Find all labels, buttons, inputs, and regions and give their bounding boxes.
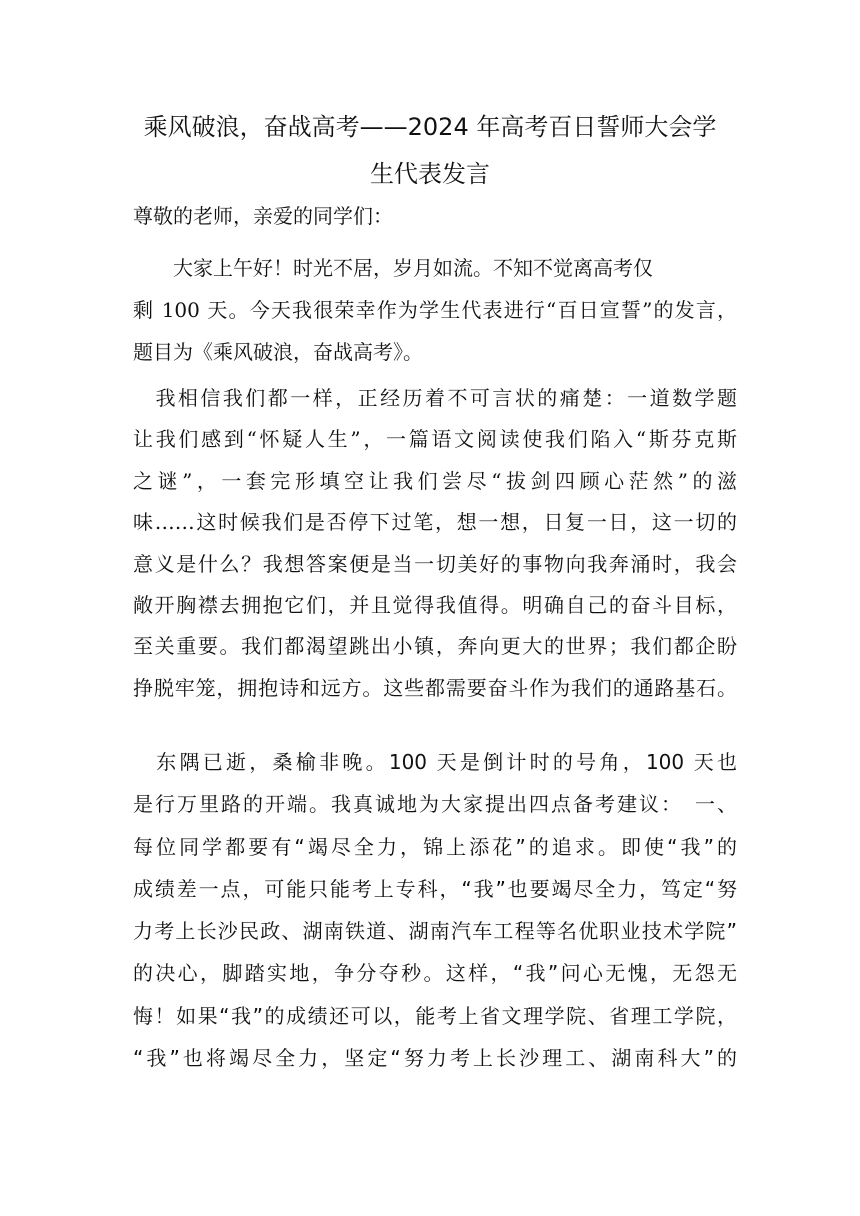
paragraph-line: 剩 100 天。今天我很荣幸作为学生代表进行“百日宣誓”的发言， (133, 298, 737, 322)
paragraph-line: 成绩差一点，可能只能考上专科，“我”也要竭尽全力，笃定“努 (133, 876, 737, 901)
paragraph-line: 意义是什么？我想答案便是当一切美好的事物向我奔涌时，我会 (133, 551, 737, 576)
paragraph-line: 大家上午好！时光不居，岁月如流。不知不觉离高考仅 (133, 256, 653, 280)
paragraph-line: 题目为《乘风破浪，奋战高考》。 (133, 340, 423, 364)
paragraph-reflection (133, 378, 737, 709)
paragraph-line: “我”也将竭尽全力，坚定“努力考上长沙理工、湖南科大”的 (133, 1046, 737, 1071)
paragraph-line: 挣脱牢笼，拥抱诗和远方。这些都需要奋斗作为我们的通路基石。 (133, 675, 737, 700)
salutation (133, 200, 737, 232)
paragraph-line: 味……这时候我们是否停下过笔，想一想，日复一日，这一切的 (133, 510, 737, 535)
paragraph-line: 是行万里路的开端。我真诚地为大家提出四点备考建议： 一、 (133, 792, 737, 817)
paragraph-line: 力考上长沙民政、湖南铁道、湖南汽车工程等名优职业技术学院” (133, 919, 737, 944)
paragraph-line: 东隅已逝，桑榆非晚。100 天是倒计时的号角，100 天也 (133, 750, 737, 774)
paragraph-line: 让我们感到“怀疑人生”，一篇语文阅读使我们陷入“斯芬克斯 (133, 427, 737, 452)
title-line-2: 生代表发言 (370, 160, 490, 188)
paragraph-suggestions (133, 741, 737, 1079)
paragraph-line: 我相信我们都一样，正经历着不可言状的痛楚：一道数学题 (133, 386, 737, 410)
paragraph-line: 悔！如果“我”的成绩还可以，能考上省文理学院、省理工学院， (133, 1003, 737, 1028)
salutation-text: 尊敬的老师，亲爱的同学们： (133, 204, 393, 228)
paragraph-line: 的决心，脚踏实地，争分夺秒。这样，“我”问心无愧，无怨无 (133, 961, 737, 986)
paragraph-line: 每位同学都要有“竭尽全力，锦上添花”的追求。即使“我”的 (133, 834, 737, 859)
paragraph-line: 之谜”，一套完形填空让我们尝尽“拔剑四顾心茫然”的滋 (133, 468, 737, 493)
paragraph-greeting (133, 247, 737, 373)
paragraph-line: 敞开胸襟去拥抱它们，并且觉得我值得。明确自己的奋斗目标， (133, 593, 737, 618)
paragraph-line: 至关重要。我们都渴望跳出小镇，奔向更大的世界；我们都企盼 (133, 634, 737, 659)
title-line-1: 乘风破浪，奋战高考——2024 年高考百日誓师大会学 (143, 113, 717, 141)
document-title (100, 104, 760, 198)
